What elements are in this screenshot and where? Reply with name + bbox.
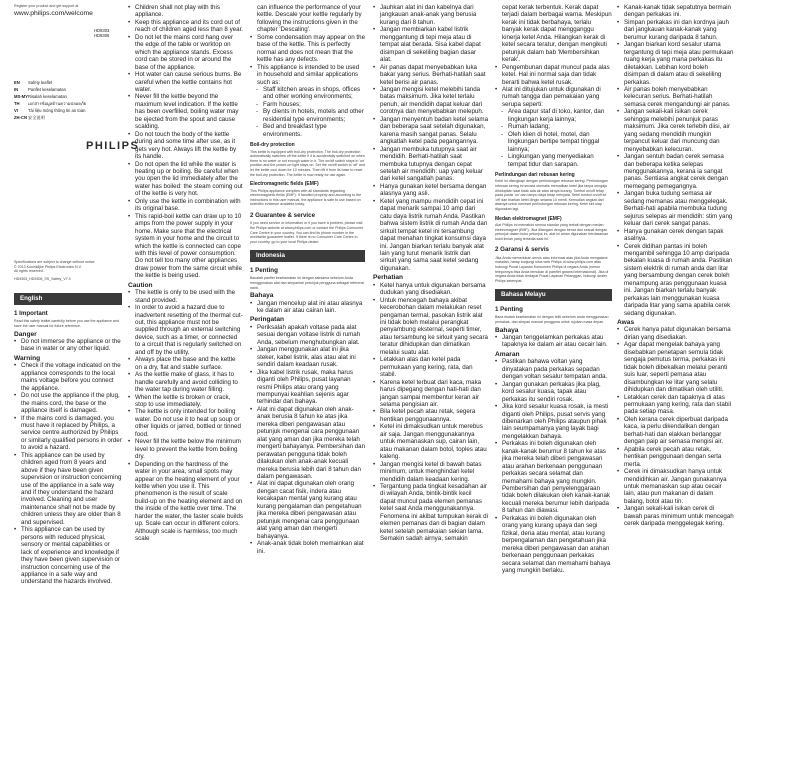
bahaya-list <box>250 300 365 315</box>
list-item: • Do not use the appliance if the plug, the mains cord, the base or the appliance itself is damaged. <box>14 392 122 414</box>
boil-dry-heading: Boil-dry protection <box>250 142 295 149</box>
language-row: TH เอกสารข้อมูลด้านความปลอดภัย <box>14 100 87 106</box>
list-item: • Jangan mengisi ketel di bawah batas minimum, untuk menghindari ketel mendidih dalam keadaan kering. <box>373 461 488 483</box>
column-3 <box>250 4 365 555</box>
list-item: • Do not touch the body of the kettle during and some time after use, as it gets very hot. Always lift the kettle by its handle. <box>128 131 243 161</box>
list-item: • When the kettle is broken or crack, stop to use immediately. <box>128 394 243 409</box>
danger-heading: Danger <box>14 330 37 338</box>
language-row: EN Safety leaflet <box>14 79 53 85</box>
list-item: • Apabila cerek pecah atau retak, hentikan penggunaan dengan serta merta. <box>617 446 734 468</box>
list-item: • Alat ini dapat digunakan oleh orang dengan cacat fisik, indera atau kecakapan mental yang kurang atau kurang pengalaman dan pengetahuan jika mereka diberi pengawasan atau petunjuk mengenai cara penggunaan alat yang aman dan mengerti bahayanya. <box>250 480 365 540</box>
section-bar-indonesia: Indonesia <box>250 250 365 261</box>
model-2: HD9306 <box>94 33 110 39</box>
bahaya-heading: Bahaya <box>495 326 519 334</box>
list-item: • If the mains cord is damaged, you must have it replaced by Philips, a service centre authorized by Philips or similarly qualified persons in order to avoid a hazard. <box>14 415 122 452</box>
list-item: • Depending on the hardness of the water in your area, small spots may appear on the heating element of your kettle when you use it. This phenomenon is the result of scale build-up on the heating element and on the inside of the kettle over time. The harder the water, the faster scale builds up. Scale can occur in different colors. Although scale is harmless, too much scale <box>128 461 243 543</box>
register-text: Register your product and get support at <box>14 4 79 8</box>
perhatian-list-continued <box>495 64 612 168</box>
list-item: • Jika kabel listrik rusak, maka harus diganti oleh Philips, pusat layanan resmi Philips atau orang yang mempunyai keahlian sejenis agar terhindar dari bahaya. <box>250 369 365 406</box>
list-item: • Pastikan bahawa voltan yang dinyatakan pada perkakas sepadan dengan voltan sesalur tempatan anda. <box>495 358 612 380</box>
list-item: • Check if the voltage indicated on the appliance corresponds to the local mains voltage before you connect the appliance. <box>14 362 122 392</box>
list-item: • Perkakas ini boleh digunakan oleh kanak-kanak berumur 8 tahun ke atas jika mereka telah diberi pengawasan atau arahan berkenaan penggunaan perkakas secara selamat dan memahami bahaya yang mungkin. Pembersihan dan penyelenggaraan tidak boleh dilakukan oleh kanak-kanak kecuali mereka berumur lebih daripada 8 tahun dan diawasi. <box>495 440 612 515</box>
warning-heading: Warning <box>14 354 41 362</box>
sub-list-item: - By clients in hotels, motels and other residential type environments; <box>250 108 365 123</box>
garansi-text: Jika Anda memerlukan servis atau informasi atau jika Anda mengalami masalah, harap kunjungi situs web Philips di www.philips.com atau hubungi Pusat Layanan Konsumen Philips di negara Anda (nomor teleponnya bisa Anda temukan di pamflet garansi internasional). Jika di negara Anda tidak terdapat Pusat Layanan Pelanggan, hubungi dealer Philips setempat. <box>495 255 609 283</box>
list-item: • Alat ini dapat digunakan oleh anak-anak berusia 8 tahun ke atas jika mereka diberi pengawasan atau petunjuk mengenai cara penggunaan alat yang aman dan jika mereka telah mengerti bahayanya. Pembersihan dan perawatan pengguna tidak boleh dilakukan oleh anak-anak kecuali mereka berusia lebih dari 8 tahun dan dalam pengawasan. <box>250 406 365 481</box>
footer-line: All rights reserved. <box>14 269 44 274</box>
list-item: • Jangan biarkan kord sesalur utama tergantung di tepi meja atau permukaan ruang kerja yang mana perkakas itu diletakkan. Lebihan kord boleh disimpan di dalam atau di sekeliling perkakas. <box>617 41 734 86</box>
list-item: • Jangan membuka tutupnya saat air mendidih. Berhati-hatilah saat membuka tutupnya dengan cepat setelah air mendidih: uap yang keluar dari ketel sangatlah panas. <box>373 146 488 183</box>
emf-heading: Electromagnetic fields (EMF) <box>250 181 319 188</box>
boil-dry-text: This kettle is equipped with boil-dry protection. The boil-dry protection automatically switches off the kettle if it is accidentally switched on when there is no water or not enough water in it. The on/off switch stays in 'on' position and the power-on light stays on. Set the on/off switch to 'off' and let the kettle cool down for 10 minutes. Then lift it from its base to reset the boil-dry protection. The kettle is now ready for use again. <box>250 149 365 177</box>
list-item: • Agar dapat mengelak bahaya yang disebabkan penetapan semula tidak sengaja pemutus terma, perkakas ini tidak boleh dibekalkan melalui peranti suis luar, seperti pemasa atau disambungkan ke litar yang selalu dihidupkan dan dimatikan oleh utiliti. <box>617 341 734 393</box>
list-item: • Always place the base and the kettle on a dry, flat and stable surface. <box>128 356 243 371</box>
perhatian-list <box>373 282 488 543</box>
list-item: • Jangan gunakan perkakas jika plag, kord sesalur kuasa, tapak atau perkakas itu sendiri rosak. <box>495 381 612 403</box>
column-6 <box>617 4 734 528</box>
list-item: • Anak-anak tidak boleh memainkan alat ini. <box>250 540 365 555</box>
list-item: • This rapid-boil kettle can draw up to 10 amps from the power supply in your home. Make sure that the electrical system in your home and the circuit to which the kettle is connected can cope with this level of power consumption. Do not tell too many other appliances draw power from the same circuit while the kettle is being used. <box>128 213 243 280</box>
list-item: • Cerek hanya patut digunakan bersama dirian yang disediakan. <box>617 326 734 341</box>
list-item: • The kettle is only intended for boiling water. Do not use it to heat up soup or other liquids or jarred, bottled or tinned food. <box>128 408 243 438</box>
list-item: • Cerek didihan pantas ini boleh mengambil sehingga 10 amp daripada bekalan kuasa di rumah anda. Pastikan sistem elektrik di rumah anda dan litar yang bersambung dengan cerek boleh menampung aras penggunaan kuasa ini. Jangan biarkan terlalu banyak perkakas lain menggunakan kuasa daripada litar yang sama apabila cerek sedang digunakan. <box>617 243 734 318</box>
list-item: • Do not let the mains cord hang over the edge of the table or worktop on which the appliance stands. Excess cord can be stored in or around the base of the appliance. <box>128 34 243 71</box>
sub-list-item: - Lingkungan yang menyediakan tempat tidur dan sarapan. <box>495 153 612 168</box>
list-item: • Some condensation may appear on the base of the kettle. This is perfectly normal and does not mean that the kettle has any defects. <box>250 34 365 64</box>
section-heading: 1 Penting <box>495 305 523 313</box>
boil-dry-heading: Perlindungan dari rebusan kering <box>495 171 575 178</box>
language-row: VI Tài liệu mỏng thông tin an toàn <box>14 107 86 113</box>
emf-heading: Medan elektromagnet (EMF) <box>495 215 562 222</box>
section-heading: 1 Penting <box>250 266 278 274</box>
list-item: • Jika kord sesalur kuasa rosak, ia mesti diganti oleh Philips, pusat servis yang dibenarkan oleh Philips ataupun pihak lain seumpamanya yang layak bagi mengelakkan bahaya. <box>495 403 612 440</box>
sub-list-item: - Staff kitchen areas in shops, offices and other working environments; <box>250 86 365 101</box>
support-url[interactable]: www.philips.com/welcome <box>14 9 93 17</box>
caution-list-continued <box>250 34 365 138</box>
list-item: • In order to avoid a hazard due to inadvertent resetting of the thermal cut-out, this appliance must not be supplied through an external switching device, such as a timer, or connected to a circuit that is regularly switched on and off by the utility. <box>128 304 243 356</box>
caution-list <box>128 289 243 542</box>
section-bar-english: English <box>14 293 122 304</box>
list-item: • Karena ketel terbuat dari kaca, maka harus dipegang dengan hati-hati dan jangan sampai membentur keran air selama pengisian air. <box>373 379 488 409</box>
bahaya-list <box>495 334 612 349</box>
peringatan-list <box>250 324 365 555</box>
list-item: • Untuk mencegah bahaya akibat kecerobohan dalam melakukan reset pengaman termal, pasokan listrik alat ini tidak boleh melalui perangkat penyambung eksternal, seperti timer, atau tersambung ke sirkuit yang secara teratur dihidupkan dan dimatikan melalui suatu alat. <box>373 297 488 357</box>
warning-list-continued <box>128 4 243 280</box>
list-item: • Jauhkan alat ini dan kabelnya dari jangkauan anak-anak yang berusia kurang dari 8 tahun. <box>373 4 488 26</box>
list-item: • Jangan sekali-kali isikan cerek di bawah paras minimum untuk mencegah cerek daripada menggelegak kering. <box>617 505 734 527</box>
list-item: • Jangan membiarkan kabel listrik menggantung di tepi meja atau di tempat alat berada. Sisa kabel dapat disimpan di sekeliling bagian dasar alat. <box>373 26 488 63</box>
boil-dry-text: Ketel ini dilengkapi dengan perlindungan rebusan kering. Perlindungan rebusan kering ini secara otomatis mematikan ketel jika tanpa sengaja dihidupkan saat tidak ada air atau airnya kurang. Tombol on/off tetap pada posisi 'on' dan lampu daya tetap menyala. Setel tombol on/off ke 'off' dan biarkan ketel dingin selama 10 menit. Kemudian angkat dari alasnya untuk mereset perlindungan rebusan kering. Ketel kini siap digunakan lagi. <box>495 179 608 211</box>
list-item: • Do not immerse the appliance or the base in water or any other liquid. <box>14 338 122 353</box>
guarantee-text: If you need service or information or if you have a problem, please visit the Philips website at www.philips.com or contact the Philips Consumer Care Centre in your country. You can find its phone number in the worldwide guarantee leaflet. If there is no Consumer Care Centre in your country, go to your local Philips dealer. <box>250 221 364 244</box>
list-item: • Keep this appliance and its cord out of reach of children aged less than 8 year. <box>128 19 243 34</box>
list-item: • Hanya gunakan cerek dengan tapak asalnya. <box>617 228 734 243</box>
amaran-heading: Amaran <box>495 350 520 358</box>
list-item: • Simpan perkakas ini dan kordnya jauh dari jangkauan kanak-kanak yang berumur kurang daripada 8 tahun. <box>617 19 734 41</box>
column-2 <box>128 4 243 543</box>
language-list <box>14 79 122 121</box>
sub-list-item: - Farm houses; <box>250 101 365 108</box>
list-item: • Never fill the kettle below the minimum level to prevent the kettle from boiling dry. <box>128 438 243 460</box>
list-item: • Letakkan cerek dan tapaknya di atas permukaan yang kering, rata dan stabil pada setiap masa. <box>617 394 734 416</box>
list-item: • Jangan mengisi ketel melebihi tanda batas maksimum. Jika ketel terlalu penuh, air mendidih dapat keluar dari corotnya dan menyebabkan melepuh. <box>373 86 488 116</box>
model-1: HD9303 <box>94 27 110 33</box>
list-item: • This appliance is intended to be used in household and similar applications such as: <box>250 64 365 86</box>
list-item: • Kanak-kanak tidak sepatutnya bermain dengan perkakas ini. <box>617 4 734 19</box>
peringatan-list-continued <box>373 4 488 272</box>
amaran-list-continued <box>617 4 734 317</box>
list-item: • Never fill the kettle beyond the maximum level indication. If the kettle has been overfilled, boiling water may be ejected from the spout and cause scalding. <box>128 93 243 130</box>
sub-list-item: - Area dapur staf di toko, kantor, dan lingkungan kerja lainnya; <box>495 108 612 123</box>
warning-list <box>14 362 122 586</box>
awas-heading: Awas <box>617 319 635 327</box>
peringatan-heading: Peringatan <box>250 316 285 324</box>
caution-continued-text: can influence the performance of your kettle. Descale your kettle regularly by following the instructions given in the chapter 'Descaling'. <box>257 4 362 34</box>
list-item: • Cerek ini dimaksudkan hanya untuk mendidihkan air. Jangan gunakannya untuk memanaskan sup atau cecair lain, atau pun makanan di dalam balang, botol atau tin. <box>617 468 734 505</box>
list-item: • Oleh kerana cerek diperbuat daripada kaca, ia perlu dikendalikan dengan berhati-hati dan elakkan berlanggar dengan paip air semasa mengisi air. <box>617 416 734 446</box>
language-row: MS-MYRisalah keselamatan <box>14 93 67 99</box>
list-item: • This appliance can be used by children aged from 8 years and above if they have been given supervision or instruction concerning use of the appliance in a safe way and if they understand the hazard involved. Cleaning and user maintenance shall not be made by children unless they are older than 8 and supervised. <box>14 452 122 527</box>
model-numbers <box>94 28 122 39</box>
section-bar-melayu: Bahasa Melayu <box>495 289 612 300</box>
list-item: • Periksalah apakah voltase pada alat sesuai dengan voltase listrik di rumah Anda, sebelum menghubungkan alat. <box>250 324 365 346</box>
list-item: • Air panas boleh menyebabkan kelecuran serius. Berhati-hatilah semasa cerek mengandungi air panas. <box>617 86 734 108</box>
list-item: • Jangan sentuh badan cerek semasa dan beberapa ketika selepas menggunakannya, kerana ia sangat panas. Sentiasa angkat cerek dengan memegang pemegangnya. <box>617 153 734 190</box>
section-heading: 1 Important <box>14 309 48 317</box>
bahaya-heading: Bahaya <box>250 292 274 300</box>
list-item: • Air panas dapat menyebabkan luka bakar yang serius. Berhati-hatilah saat ketel berisi air panas. <box>373 64 488 86</box>
list-item: • Jangan menyentuh badan ketel selama dan beberapa saat setelah digunakan, karena masih sangat panas. Selalu angkatlah ketel pada pegangannya. <box>373 116 488 146</box>
list-item: • Ketel ini dimaksudkan untuk merebus air saja. Jangan menggunakannya untuk memanaskan sup, cairan lain, atau makanan dalam botol, toples atau kaleng. <box>373 423 488 460</box>
sub-list-item: - Rumah ladang; <box>495 123 612 130</box>
perhatian-continued-text: cepat kerak terbentuk. Kerak dapat terjadi dalam berbagai warna. Meskipun kerak ini tidak berbahaya, terlalu banyak kerak dapat mengganggu kinerja ketel Anda. Hilangkan kerak di ketel secara teratur, dengan mengikuti petunjuk dalam bab 'Membersihkan kerak'. <box>502 4 612 64</box>
list-item: • Pengembunan dapat muncul pada alas ketel. Hal ini normal saja dan tidak berarti bahwa ketel rusak. <box>495 64 612 86</box>
footer-small <box>14 260 122 281</box>
list-item: • Perkakas ini boleh digunakan oleh orang yang kurang upaya dan segi fizikal, deria atau mental, atau kurang berpengalaman dan pengetahuan jika mereka diberi pengawasan dan arahan berkenaan penggunaan perkakas secara selamat dan memahami bahaya yang mungkin berlaku. <box>495 515 612 575</box>
garansi-heading: 2 Garansi & servis <box>495 246 550 254</box>
column-4 <box>373 4 488 543</box>
language-row: ZH-CN安全说明 <box>14 114 45 120</box>
intro-text: Bacalah panflet keselamatan ini dengan saksama sebelum Anda menggunakan alat dan simpanlah petunjuk pengguna sebagai referensi nanti. <box>250 276 365 290</box>
list-item: • Ketel hanya untuk digunakan bersama dudukan yang disediakan. <box>373 282 488 297</box>
list-item: • Jangan menggunakan alat ini jika steker, kabel listrik, alas atau alat ini sendiri dalam keadaan rusak. <box>250 346 365 368</box>
list-item: • Only use the kettle in combination with its original base. <box>128 198 243 213</box>
list-item: • Jangan sekali-kali isikan cerek sehingga melebihi penunjuk paras maksimum. Jika cerek terlebih diisi, air yang sedang mendidih mungkin terpancut keluar dari muncung dan menyebabkan kelecuran. <box>617 108 734 153</box>
guarantee-heading: 2 Guarantee & service <box>250 212 316 219</box>
sub-list-item: - Oleh klien di hotel, motel, dan lingkungan bertipe tempat tinggal lainnya; <box>495 131 612 153</box>
language-row: IN Panflet keselamatan <box>14 86 66 92</box>
list-item: • Letakkan alas dan ketel pada permukaan yang kering, rata, dan stabil. <box>373 356 488 378</box>
amaran-list <box>495 358 612 574</box>
footer-line: HD9303_HD9306_SS_Safety_V7.0 <box>14 276 71 281</box>
sub-list-item: - Bed and breakfast type environments. <box>250 123 365 138</box>
list-item: • Children shall not play with this appliance. <box>128 4 243 19</box>
column-5 <box>495 4 612 574</box>
list-item: • Jangan mencelup alat ini atau alasnya ke dalam air atau cairan lain. <box>250 300 365 315</box>
danger-list <box>14 338 122 353</box>
list-item: • Bila ketel pecah atau retak, segera hentikan penggunaannya. <box>373 408 488 423</box>
philips-logo: PHILIPS <box>86 139 140 152</box>
intro-text: Baca risalah keselamatan ini dengan teliti sebelum anda menggunakan perkakas, dan simpan manual pengguna untuk rujukan masa depan. <box>495 315 609 324</box>
list-item: • Jangan buka tudung semasa air sedang memanas atau menggelegak. Berhati-hati apabila membuka tudung sejurus selepas air mendidih: stim yang keluar dari cerek sangat panas. <box>617 190 734 227</box>
list-item: • This appliance can be used by persons with reduced physical, sensory or mental capabilities or lack of experience and knowledge if they have been given supervision or instruction concerning use of the appliance in a safe way and understand the hazards involved. <box>14 526 122 586</box>
list-item: • Tergantung pada tingkat kesadahan air di wilayah Anda, bintik-bintik kecil dapat muncul pada elemen pemanas ketel saat Anda menggunakannya. Fenomena ini akibat tumpukan kerak di elemen pemanas dan di bagian dalam ketel setelah pemakaian sekian lama. Semakin sadah airnya, semakin <box>373 483 488 543</box>
list-item: • Jangan tenggelamkan perkakas atau tapaknya ke dalam air atau cecair lain. <box>495 334 612 349</box>
perhatian-heading: Perhatian <box>373 274 404 282</box>
column-1 <box>14 4 140 586</box>
list-item: • Ketel yang mampu mendidih cepat ini dapat menarik sampai 10 amp dari catu daya listrik rumah Anda. Pastikan bahwa sistem listrik di rumah Anda dan sirkuit tempat ketel ini tersambung dapat menahan tingkat konsumsi daya ini. Jangan biarkan terlalu banyak alat lain yang turut menarik listrik dan sirkuit yang sama saat ketel sedang digunakan. <box>373 198 488 273</box>
emf-text: This Philips appliance complies with all standards regarding electromagnetic fields (EMF). If handled properly and according to the instructions in this user manual, the appliance is safe to use based on scientific evidence available today. <box>250 188 362 207</box>
list-item: • Do not open the lid while the water is heating up or boiling. Be careful when you open the lid immediately after the water has boiled: the steam coming out of the kettle is very hot. <box>128 161 243 198</box>
awas-list <box>617 326 734 527</box>
caution-heading: Caution <box>128 281 153 289</box>
list-item: • Hot water can cause serious burns. Be careful when the kettle contains hot water. <box>128 71 243 93</box>
list-item: • Alat ini ditujukan untuk digunakan di rumah tangga dan pemakaian yang serupa seperti: <box>495 86 612 108</box>
emf-text: Alat Philips ini mematuhi semua standar yang terkait dengan medan elektromagnet (EMF). Jika ditangani dengan benar dan sesuai dengan petunjuk dalam buku petunjuk ini, alat ini aman digunakan berdasarkan bukti ilmiah yang tersedia saat ini. <box>495 223 609 241</box>
list-item: • Hanya gunakan ketel bersama dengan alasnya yang asli. <box>373 183 488 198</box>
list-item: • The kettle is only to be used with the stand provided. <box>128 289 243 304</box>
footer-line: © 2013 Koninklijke Philips Electronics N.V. <box>14 264 82 269</box>
footer-line: Specifications are subject to change without notice <box>14 260 95 265</box>
intro-text: Read this safety leaflet carefully before you use the appliance and save the user manual for future reference. <box>14 319 119 328</box>
list-item: • As the kettle make of glass, it has to handle carefully and avoid colliding to the water tap during water filling. <box>128 371 243 393</box>
